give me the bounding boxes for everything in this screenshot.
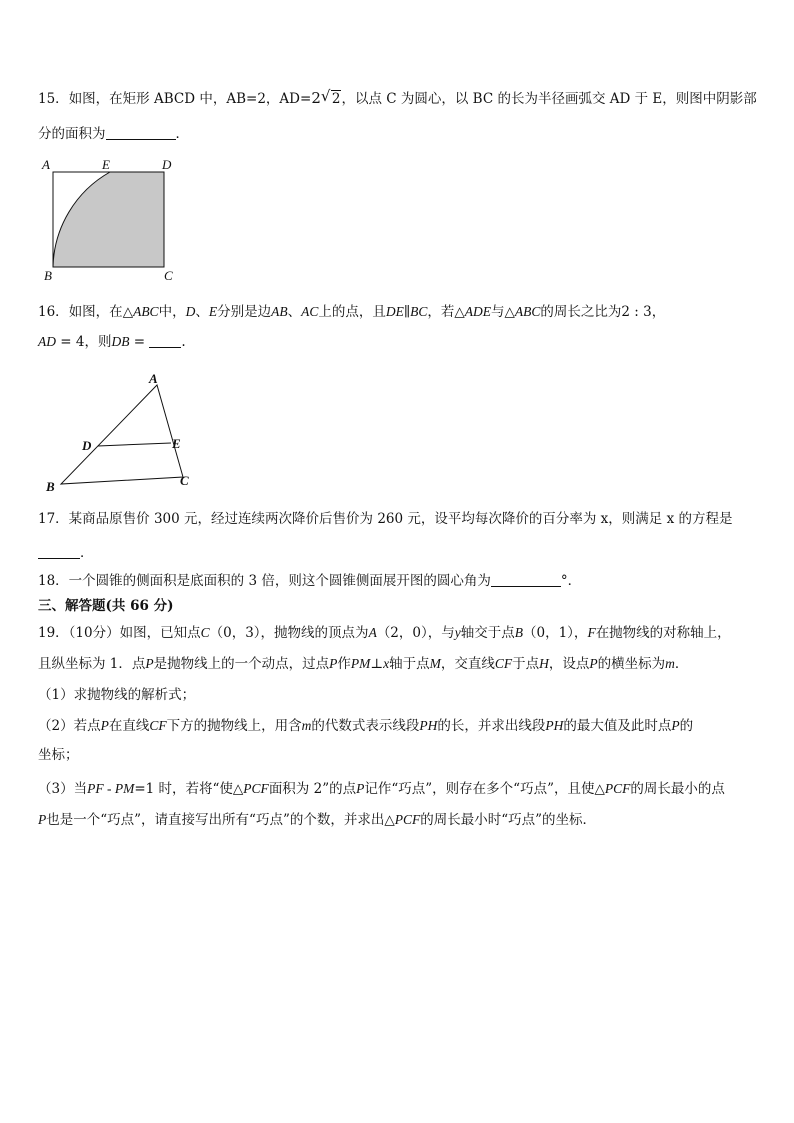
q19-s3-text-c: 面积为 2”的点 [268,781,357,797]
q17-line-2 [38,543,768,563]
q18-line [38,571,768,591]
q16-point-d: D [185,304,196,319]
q19-sub-1-text: （1）求抛物线的解析式； [38,687,196,703]
q19-s3-text-e: 的周长最小的点 [630,781,725,797]
q19-perp-symbol: ⊥ [370,656,384,672]
q16-label-b: B [46,479,55,494]
q19-point-p-3: P [589,656,598,671]
q16-label-a: A [149,371,158,386]
q19-point-c: C [200,625,210,640]
q19-x-var: x [383,656,390,671]
q19-text-2c: 作 [337,656,351,672]
section-title-text: 三、解答题(共 66 分) [38,598,174,614]
q19-point-p: P [145,656,154,671]
q16-text-1: 如图，在 [68,304,123,320]
q19-point-h: H [539,656,549,671]
q15-text-4: ． [175,126,189,142]
section-title [38,596,768,616]
q15-text-3: 分的面积为 [38,126,106,142]
q15-label-a: A [42,157,50,172]
q19-s3-triangle-pcf: △PCF [232,781,269,796]
q16-text-2: 中， [158,304,186,320]
q19-s2-text-g: 的 [679,718,694,734]
q19-text-2f: 于点 [512,656,540,672]
q16-segment-ac: AC [301,304,319,319]
q16-point-e: E [208,304,218,319]
q19-s3-text-d: 记作“巧点”，则存在多个“巧点”，且使 [364,781,595,797]
q18-answer-blank[interactable] [491,572,561,587]
q15-text-1: 如图，在矩形 ABCD 中，AB=2，AD= [68,91,312,107]
q16-segment-de-line [98,443,171,446]
q19-s2-line-cf: CF [149,718,167,733]
q15-label-e: E [102,157,110,172]
q15-shaded-region [53,172,164,267]
q15-sqrt: √ 2 [320,87,341,107]
q16-triangle-ade: △ADE [454,304,491,319]
q19-text-1a: 19．（10分）如图，已知点 [38,625,201,641]
q16-ratio: 2 : 3 [621,304,652,320]
q19-m-var: m [665,656,675,671]
q19-line-cf: CF [494,656,513,671]
q19-point-m: M [429,656,441,671]
q19-sub-3-line-2 [38,810,768,830]
q16-equals: = [129,334,150,350]
q15-number: 15． [38,91,69,107]
q17-text: 17．某商品原售价 300 元，经过连续两次降价后售价为 260 元，设平均每次降价的百分率为 x，则满足 x 的方程是 [38,511,733,527]
q16-label-e: E [172,436,181,451]
q16-text-4: 上的点，且 [318,304,386,320]
q19-text-1c: （2，0），与 [376,625,455,641]
q19-s4-triangle-pcf: △PCF [384,812,421,827]
q19-s2-text-d: 的代数式表示线段 [311,718,420,734]
q15-answer-blank[interactable] [106,125,176,140]
q15-coefficient: 2 [311,89,321,107]
q19-text-1f: 在抛物线的对称轴上， [595,625,731,641]
q16-segment-ad: AD [38,334,56,349]
q15-radicand: 2 [331,91,341,107]
q15-line-2 [38,124,768,144]
q19-s2-text-f: 的最大值及此时点 [563,718,672,734]
q18-end: °． [560,573,582,589]
q19-line-2 [38,654,768,674]
q19-s2-text-c: 下方的抛物线上，用含 [166,718,302,734]
q19-point-p-2: P [329,656,338,671]
q18-text: 18．一个圆锥的侧面积是底面积的 3 倍，则这个圆锥侧面展开图的圆心角为 [38,573,491,589]
q19-s2-point-p-2: P [671,718,680,733]
q16-label-c: C [180,473,189,488]
q19-s2-text-h: 坐标； [38,747,79,763]
q19-text-2a: 且纵坐标为 1．点 [38,656,146,672]
q16-answer-blank[interactable] [149,333,181,348]
q19-sub-2-line-2 [38,745,768,765]
q19-s2-segment-ph-2: PH [545,718,564,733]
q19-text-2g: ，设点 [548,656,590,672]
q19-text-1e: （0，1）， [523,625,588,641]
q19-s2-point-p: P [100,718,109,733]
q16-text-6: 与 [490,304,505,320]
q15-label-d: D [162,157,172,172]
q17-end: ． [80,545,94,561]
q19-sub-2-line-1 [38,716,768,736]
q19-s3-point-p: P [356,781,365,796]
q19-sub-3-line-1 [38,779,768,799]
q16-parallel-symbol: ∥ [403,304,411,320]
q19-s3-triangle-pcf-2: △PCF [594,781,631,796]
q16-ad-value: = 4 [56,334,85,350]
q16-triangle-figure [40,370,200,495]
q16-segment-de: DE [385,304,404,319]
q16-segment-ab: AB [271,304,288,319]
q19-text-2b: 是抛物线上的一个动点，过点 [153,656,330,672]
q19-s2-m-var: m [301,718,312,733]
q19-line-1 [38,623,768,643]
q19-s4-point-p: P [38,812,47,827]
q19-sub-1 [38,685,768,705]
q15-text-2: ，以点 C 为圆心，以 BC 的长为半径画弧交 AD 于 E，则图中阴影部 [341,91,757,107]
q15-rectangle-figure [38,154,188,284]
q16-segment-db: DB [111,334,130,349]
q15-label-c: C [164,268,173,283]
q17-answer-blank[interactable] [38,544,80,559]
q16-label-d: D [82,438,92,453]
q16-triangle-outline [61,385,183,484]
q16-triangle-abc-2: △ABC [504,304,541,319]
q19-text-2e: ，交直线 [440,656,495,672]
q16-line-1 [38,302,768,322]
q19-y-var: y [454,625,461,640]
q19-point-b: B [514,625,523,640]
q19-s2-segment-ph: PH [419,718,438,733]
q19-s4-text-a: 也是一个“巧点”，请直接写出所有“巧点”的个数，并求出 [46,812,385,828]
q16-line-2 [38,332,768,352]
q16-triangle-abc: △ABC [122,304,159,319]
q19-point-a: A [368,625,377,640]
q16-text-8: ， [651,304,666,320]
q16-segment-bc: BC [410,304,428,319]
q19-s2-text-e: 的长，并求出线段 [437,718,546,734]
q19-segment-pm: PM [350,656,371,671]
q19-s3-text-b: =1 时，若将“使 [134,781,233,797]
q19-text-2d: 轴于点 [389,656,430,672]
q19-s3-expression: PF - PM [87,781,135,796]
q16-number: 16． [38,304,69,320]
q19-s4-text-b: 的周长最小时“巧点”的坐标． [420,812,597,828]
q15-line-1 [38,88,768,109]
q19-s3-text-a: （3）当 [38,781,88,797]
q19-text-2h: 的横坐标为 [597,656,666,672]
q17-line-1 [38,509,768,529]
q16-text-10: . [181,334,186,350]
q19-text-1b: （0，3），抛物线的顶点为 [209,625,369,641]
q16-sep-1: 、 [195,304,209,320]
q19-text-2i: ． [674,656,689,672]
q16-text-9: ，则 [84,334,112,350]
q16-text-7: 的周长之比为 [540,304,622,320]
q16-text-3: 分别是边 [217,304,272,320]
q16-text-5: ，若 [427,304,455,320]
q19-s2-text-a: （2）若点 [38,718,101,734]
q15-label-b: B [44,268,52,283]
q19-text-1d: 轴交于点 [460,625,515,641]
q19-point-f: F [587,625,596,640]
q16-sep-2: 、 [287,304,302,320]
q19-s2-text-b: 在直线 [108,718,150,734]
